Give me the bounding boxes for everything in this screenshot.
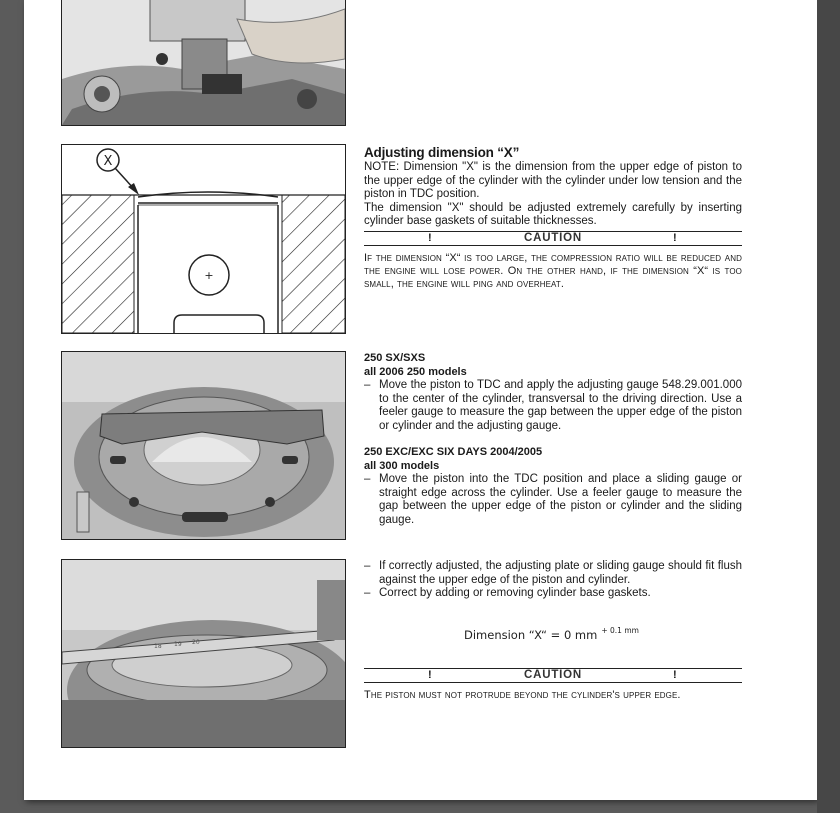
list-item: – If correctly adjusted, the adjusting plate or sliding gauge should fit flush against the upper edge of the piston and cylinder. [364, 560, 742, 587]
adjusting-gauge-photo [61, 351, 346, 540]
scale-mark: 20 [192, 639, 200, 646]
section-result [364, 560, 742, 601]
section-final-caution [364, 666, 742, 702]
model-heading: 250 EXC/EXC SIX DAYS 2004/2005 [364, 446, 543, 458]
adjusting-gauge-illustration [62, 352, 345, 539]
scale-mark: 18 [154, 643, 162, 650]
dimension-x-diagram [61, 144, 346, 334]
engine-photo-top [61, 0, 346, 126]
dimension-formula [464, 628, 639, 642]
section-heading: Adjusting dimension “X” [364, 145, 520, 160]
note-paragraph: NOTE: Dimension "X" is the dimension from the upper edge of piston to the upper edge of the cylinder with the cylinder under low tension and the piston in TDC position. [364, 161, 742, 200]
caution-label: CAUTION [524, 231, 582, 244]
list-item: – Move the piston to TDC and apply the adjusting gauge 548.29.001.000 to the center of the cylinder, transversal to the driving direction. Use a feeler gauge to measure the gap between the upper edge of the piston or cylinder and the adjusting gauge. [364, 379, 742, 433]
caution-label: CAUTION [524, 669, 582, 681]
scale-mark: 19 [174, 641, 182, 648]
instruction-paragraph: The dimension "X" should be adjusted extremely carefully by inserting cylinder base gaskets of suitable thicknesses. [364, 201, 742, 227]
caution-banner [364, 668, 742, 683]
callout-label: X [103, 154, 113, 169]
list-item: – Correct by adding or removing cylinder base gaskets. [364, 587, 742, 601]
warning-icon: ! [428, 669, 432, 681]
engine-photo-top-illustration [62, 0, 345, 125]
model-subheading: all 300 models [364, 459, 440, 472]
formula-main: Dimension “X“ = 0 mm [464, 628, 598, 642]
caution-text: The piston must not protrude beyond the cylinder's upper edge. [364, 689, 681, 701]
model-heading: 250 SX/SXS [364, 352, 426, 364]
list-item: – Move the piston into the TDC position and place a sliding gauge or straight edge across the cylinder. Use a feeler gauge to measure the gap between the upper edge of the piston or cylinder and the sliding gauge. [364, 473, 742, 527]
caution-text: If the dimension “X“ is too large, the compression ratio will be reduced and the engine will lose power. On the other hand, if the dimension “X“ is too small, the engine will ping and overheat. [364, 251, 742, 290]
warning-icon: ! [673, 231, 677, 244]
viewer-scrollbar-gutter[interactable] [817, 0, 840, 813]
section-measurement-models [364, 352, 742, 527]
formula-tolerance: + 0.1 mm [601, 626, 639, 635]
svg-text:+: + [204, 269, 214, 282]
caution-banner [364, 231, 742, 246]
warning-icon: ! [673, 669, 677, 681]
sliding-gauge-photo [61, 559, 346, 748]
warning-icon: ! [428, 231, 432, 244]
model-subheading: all 2006 250 models [364, 365, 467, 378]
piston-cylinder-diagram [62, 145, 345, 333]
sliding-gauge-illustration [62, 560, 345, 747]
section-adjusting-x [364, 145, 742, 291]
